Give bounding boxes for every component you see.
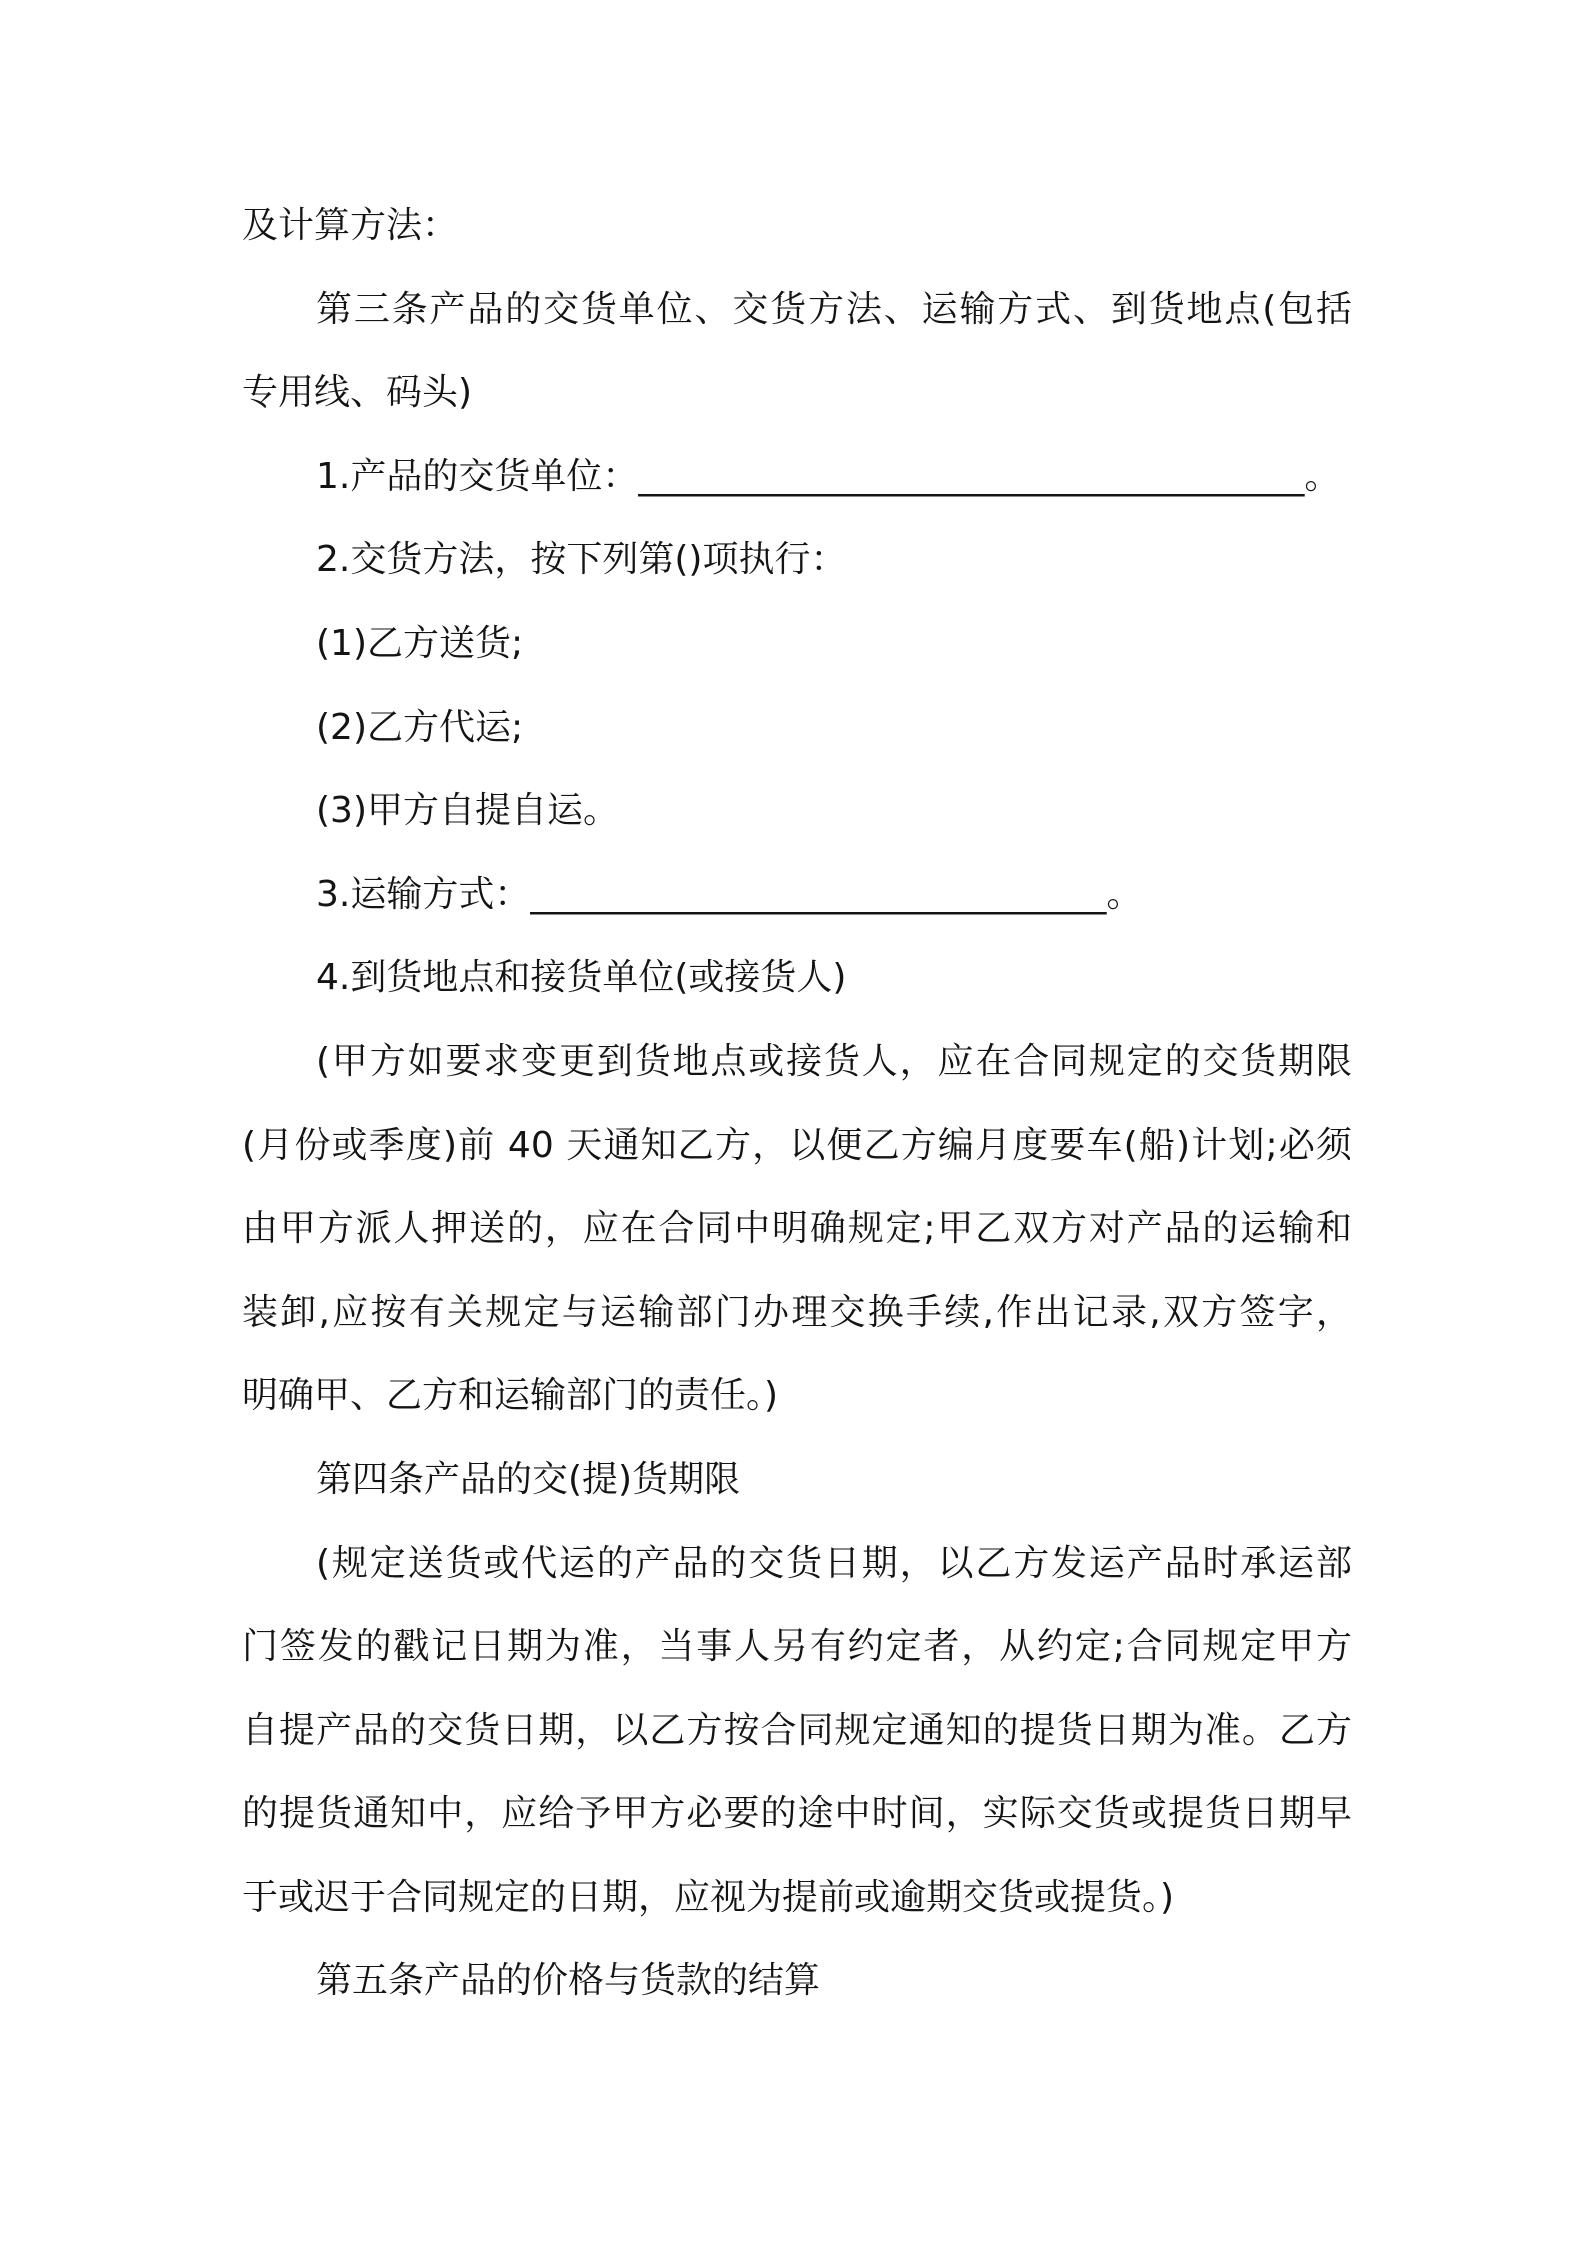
text-line: 第五条产品的价格与货款的结算	[316, 1960, 821, 2002]
item-arrival-location	[242, 936, 1352, 1020]
text-line: 2.交货方法，按下列第()项执行：	[316, 539, 847, 581]
text-line: 于或迟于合同规定的日期，应视为提前或逾期交货或提货。)	[242, 1876, 1175, 1918]
text-line: 及计算方法：	[242, 205, 459, 246]
option-3	[242, 769, 1352, 853]
text-line: 4.到货地点和接货单位(或接货人)	[316, 957, 847, 999]
text-line: (2)乙方代运;	[316, 706, 524, 748]
text-line: 装卸,应按有关规定与运输部门办理交换手续,作出记录,双方签字，	[242, 1291, 1352, 1333]
item-transport-mode	[242, 853, 1352, 937]
option-2	[242, 686, 1352, 770]
text-line-with-blank: 3.运输方式：________________________________。	[316, 873, 1143, 915]
text-line: 第三条产品的交货单位、交货方法、运输方式、到货地点(包括	[316, 288, 1352, 330]
paragraph-change-notice	[242, 1020, 1352, 1438]
text-line: 第四条产品的交(提)货期限	[316, 1458, 741, 1500]
text-line: 由甲方派人押送的，应在合同中明确规定;甲乙双方对产品的运输和	[242, 1208, 1352, 1250]
article-3-heading	[242, 268, 1352, 435]
text-line: 自提产品的交货日期，以乙方按合同规定通知的提货日期为准。乙方	[242, 1709, 1352, 1751]
option-1	[242, 602, 1352, 686]
text-line: 明确甲、乙方和运输部门的责任。)	[242, 1375, 779, 1417]
paragraph-calculation-method	[242, 184, 1352, 268]
paragraph-delivery-date	[242, 1522, 1352, 1940]
text-line: (甲方如要求变更到货地点或接货人，应在合同规定的交货期限	[316, 1040, 1352, 1082]
article-5-heading	[242, 1939, 1352, 2023]
text-line-with-blank: 1.产品的交货单位：_____________________________________。	[316, 455, 1341, 497]
item-delivery-unit	[242, 435, 1352, 519]
item-delivery-method	[242, 518, 1352, 602]
text-line: 专用线、码头)	[242, 372, 473, 414]
article-4-heading	[242, 1438, 1352, 1522]
document-body	[242, 184, 1352, 2023]
text-line: (规定送货或代运的产品的交货日期，以乙方发运产品时承运部	[316, 1542, 1352, 1584]
text-line: (1)乙方送货;	[316, 622, 524, 664]
text-line: (月份或季度)前 40 天通知乙方，以便乙方编月度要车(船)计划;必须	[242, 1124, 1352, 1166]
text-line: (3)甲方自提自运。	[316, 790, 619, 832]
text-line: 门签发的戳记日期为准，当事人另有约定者，从约定;合同规定甲方	[242, 1626, 1352, 1668]
text-line: 的提货通知中，应给予甲方必要的途中时间，实际交货或提货日期早	[242, 1793, 1352, 1835]
